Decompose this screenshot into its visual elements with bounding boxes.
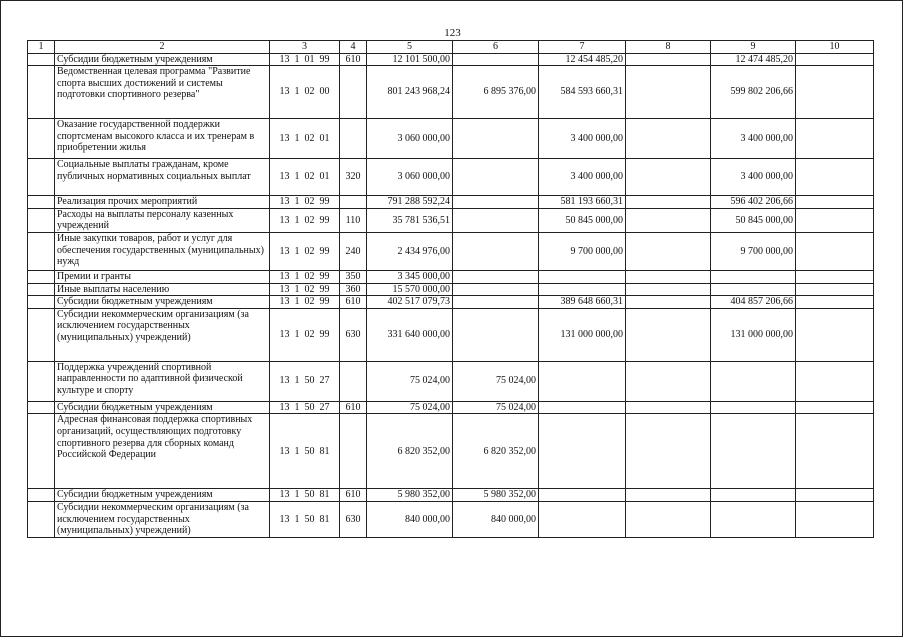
table-row xyxy=(28,66,874,119)
amount-col6-cell xyxy=(453,53,539,66)
column-header: 1 xyxy=(28,41,55,54)
table-row xyxy=(28,308,874,361)
amount-col6-cell xyxy=(453,232,539,270)
column-number-row xyxy=(28,41,874,54)
amount-col8-cell xyxy=(626,159,711,196)
item-name-cell: Субсидии некоммерческим организациям (за исключением государственных (муниципальных) учреждений) xyxy=(55,308,270,361)
row-marker-cell xyxy=(28,196,55,209)
amount-col6-cell xyxy=(453,119,539,159)
amount-col9-cell: 599 802 206,66 xyxy=(711,66,796,119)
classification-code-cell: 13 1 50 81 xyxy=(270,489,340,502)
amount-col7-cell xyxy=(539,489,626,502)
expense-type-cell xyxy=(340,66,367,119)
table-row xyxy=(28,119,874,159)
item-name-cell: Премии и гранты xyxy=(55,270,270,283)
amount-col5-cell: 12 101 500,00 xyxy=(367,53,453,66)
amount-col7-cell: 50 845 000,00 xyxy=(539,208,626,232)
column-header: 5 xyxy=(367,41,453,54)
amount-col10-cell xyxy=(796,414,874,489)
amount-col6-cell: 6 820 352,00 xyxy=(453,414,539,489)
column-header: 8 xyxy=(626,41,711,54)
amount-col8-cell xyxy=(626,308,711,361)
item-name-cell: Оказание государственной поддержки спортсменам высокого класса и их тренерам в приобретении жилья xyxy=(55,119,270,159)
column-header: 3 xyxy=(270,41,340,54)
amount-col9-cell: 3 400 000,00 xyxy=(711,119,796,159)
amount-col9-cell: 50 845 000,00 xyxy=(711,208,796,232)
amount-col6-cell xyxy=(453,296,539,309)
column-header: 7 xyxy=(539,41,626,54)
amount-col6-cell: 75 024,00 xyxy=(453,361,539,401)
amount-col10-cell xyxy=(796,159,874,196)
amount-col7-cell xyxy=(539,414,626,489)
classification-code-cell: 13 1 50 27 xyxy=(270,401,340,414)
amount-col5-cell: 5 980 352,00 xyxy=(367,489,453,502)
amount-col10-cell xyxy=(796,283,874,296)
item-name-cell: Иные выплаты населению xyxy=(55,283,270,296)
amount-col6-cell: 6 895 376,00 xyxy=(453,66,539,119)
classification-code-cell: 13 1 02 01 xyxy=(270,119,340,159)
amount-col8-cell xyxy=(626,414,711,489)
classification-code-cell: 13 1 01 99 xyxy=(270,53,340,66)
classification-code-cell: 13 1 50 81 xyxy=(270,501,340,537)
classification-code-cell: 13 1 02 99 xyxy=(270,283,340,296)
table-row xyxy=(28,53,874,66)
item-name-cell: Ведомственная целевая программа "Развитие спорта высших достижений и системы подготовки спортивного резерва" xyxy=(55,66,270,119)
item-name-cell: Поддержка учреждений спортивной направленности по адаптивной физической культуре и спорту xyxy=(55,361,270,401)
amount-col5-cell: 6 820 352,00 xyxy=(367,414,453,489)
amount-col8-cell xyxy=(626,489,711,502)
amount-col7-cell: 3 400 000,00 xyxy=(539,119,626,159)
amount-col10-cell xyxy=(796,208,874,232)
classification-code-cell: 13 1 02 99 xyxy=(270,208,340,232)
amount-col5-cell: 3 060 000,00 xyxy=(367,159,453,196)
amount-col10-cell xyxy=(796,270,874,283)
amount-col9-cell: 3 400 000,00 xyxy=(711,159,796,196)
classification-code-cell: 13 1 50 81 xyxy=(270,414,340,489)
expense-type-cell: 630 xyxy=(340,308,367,361)
amount-col9-cell xyxy=(711,401,796,414)
amount-col8-cell xyxy=(626,361,711,401)
amount-col6-cell xyxy=(453,196,539,209)
table-row xyxy=(28,270,874,283)
amount-col9-cell: 404 857 206,66 xyxy=(711,296,796,309)
amount-col6-cell xyxy=(453,308,539,361)
row-marker-cell xyxy=(28,159,55,196)
amount-col9-cell: 131 000 000,00 xyxy=(711,308,796,361)
expense-type-cell xyxy=(340,196,367,209)
amount-col9-cell: 9 700 000,00 xyxy=(711,232,796,270)
amount-col8-cell xyxy=(626,232,711,270)
table-row xyxy=(28,232,874,270)
amount-col5-cell: 75 024,00 xyxy=(367,361,453,401)
item-name-cell: Социальные выплаты гражданам, кроме публичных нормативных социальных выплат xyxy=(55,159,270,196)
classification-code-cell: 13 1 02 99 xyxy=(270,196,340,209)
amount-col7-cell xyxy=(539,361,626,401)
amount-col8-cell xyxy=(626,296,711,309)
table-row xyxy=(28,159,874,196)
amount-col5-cell: 402 517 079,73 xyxy=(367,296,453,309)
table-row xyxy=(28,501,874,537)
item-name-cell: Реализация прочих мероприятий xyxy=(55,196,270,209)
amount-col8-cell xyxy=(626,66,711,119)
amount-col8-cell xyxy=(626,53,711,66)
amount-col9-cell xyxy=(711,270,796,283)
classification-code-cell: 13 1 02 00 xyxy=(270,66,340,119)
expense-type-cell: 610 xyxy=(340,489,367,502)
row-marker-cell xyxy=(28,489,55,502)
amount-col7-cell: 581 193 660,31 xyxy=(539,196,626,209)
item-name-cell: Адресная финансовая поддержка спортивных организаций, осуществляющих подготовку спортивного резерва для сборных команд Российской Федерации xyxy=(55,414,270,489)
amount-col9-cell xyxy=(711,361,796,401)
amount-col9-cell: 596 402 206,66 xyxy=(711,196,796,209)
row-marker-cell xyxy=(28,119,55,159)
classification-code-cell: 13 1 02 99 xyxy=(270,270,340,283)
classification-code-cell: 13 1 02 99 xyxy=(270,232,340,270)
row-marker-cell xyxy=(28,270,55,283)
row-marker-cell xyxy=(28,501,55,537)
expense-type-cell: 240 xyxy=(340,232,367,270)
classification-code-cell: 13 1 50 27 xyxy=(270,361,340,401)
expense-type-cell: 610 xyxy=(340,53,367,66)
amount-col6-cell xyxy=(453,208,539,232)
item-name-cell: Иные закупки товаров, работ и услуг для обеспечения государственных (муниципальных) нужд xyxy=(55,232,270,270)
amount-col6-cell xyxy=(453,270,539,283)
amount-col10-cell xyxy=(796,501,874,537)
row-marker-cell xyxy=(28,296,55,309)
amount-col7-cell: 3 400 000,00 xyxy=(539,159,626,196)
amount-col7-cell: 9 700 000,00 xyxy=(539,232,626,270)
amount-col8-cell xyxy=(626,208,711,232)
amount-col10-cell xyxy=(796,361,874,401)
column-header: 2 xyxy=(55,41,270,54)
amount-col8-cell xyxy=(626,501,711,537)
expense-type-cell xyxy=(340,414,367,489)
amount-col6-cell xyxy=(453,283,539,296)
column-header: 10 xyxy=(796,41,874,54)
expense-type-cell: 110 xyxy=(340,208,367,232)
row-marker-cell xyxy=(28,414,55,489)
expense-type-cell xyxy=(340,361,367,401)
amount-col8-cell xyxy=(626,119,711,159)
amount-col5-cell: 3 345 000,00 xyxy=(367,270,453,283)
amount-col9-cell xyxy=(711,414,796,489)
expense-type-cell: 610 xyxy=(340,401,367,414)
amount-col5-cell: 3 060 000,00 xyxy=(367,119,453,159)
column-header: 6 xyxy=(453,41,539,54)
row-marker-cell xyxy=(28,66,55,119)
amount-col6-cell xyxy=(453,159,539,196)
amount-col5-cell: 840 000,00 xyxy=(367,501,453,537)
expense-type-cell: 350 xyxy=(340,270,367,283)
expense-type-cell: 610 xyxy=(340,296,367,309)
amount-col8-cell xyxy=(626,196,711,209)
item-name-cell: Субсидии бюджетным учреждениям xyxy=(55,296,270,309)
expense-type-cell: 360 xyxy=(340,283,367,296)
row-marker-cell xyxy=(28,401,55,414)
amount-col7-cell: 12 454 485,20 xyxy=(539,53,626,66)
amount-col9-cell xyxy=(711,489,796,502)
amount-col7-cell xyxy=(539,501,626,537)
amount-col9-cell xyxy=(711,501,796,537)
table-row xyxy=(28,489,874,502)
table-row xyxy=(28,208,874,232)
amount-col8-cell xyxy=(626,283,711,296)
amount-col5-cell: 801 243 968,24 xyxy=(367,66,453,119)
column-header: 4 xyxy=(340,41,367,54)
amount-col5-cell: 2 434 976,00 xyxy=(367,232,453,270)
item-name-cell: Субсидии бюджетным учреждениям xyxy=(55,489,270,502)
classification-code-cell: 13 1 02 99 xyxy=(270,308,340,361)
amount-col8-cell xyxy=(626,270,711,283)
row-marker-cell xyxy=(28,232,55,270)
amount-col10-cell xyxy=(796,66,874,119)
amount-col10-cell xyxy=(796,401,874,414)
classification-code-cell: 13 1 02 99 xyxy=(270,296,340,309)
amount-col10-cell xyxy=(796,53,874,66)
amount-col5-cell: 35 781 536,51 xyxy=(367,208,453,232)
row-marker-cell xyxy=(28,361,55,401)
amount-col10-cell xyxy=(796,489,874,502)
classification-code-cell: 13 1 02 01 xyxy=(270,159,340,196)
amount-col9-cell xyxy=(711,283,796,296)
amount-col6-cell: 840 000,00 xyxy=(453,501,539,537)
row-marker-cell xyxy=(28,283,55,296)
table-row xyxy=(28,296,874,309)
amount-col5-cell: 791 288 592,24 xyxy=(367,196,453,209)
amount-col9-cell: 12 474 485,20 xyxy=(711,53,796,66)
expense-type-cell xyxy=(340,119,367,159)
item-name-cell: Субсидии бюджетным учреждениям xyxy=(55,53,270,66)
amount-col10-cell xyxy=(796,196,874,209)
item-name-cell: Расходы на выплаты персоналу казенных учреждений xyxy=(55,208,270,232)
amount-col7-cell: 389 648 660,31 xyxy=(539,296,626,309)
item-name-cell: Субсидии некоммерческим организациям (за исключением государственных (муниципальных) учреждений) xyxy=(55,501,270,537)
column-header: 9 xyxy=(711,41,796,54)
amount-col6-cell: 5 980 352,00 xyxy=(453,489,539,502)
amount-col5-cell: 331 640 000,00 xyxy=(367,308,453,361)
row-marker-cell xyxy=(28,308,55,361)
expense-type-cell: 630 xyxy=(340,501,367,537)
amount-col5-cell: 15 570 000,00 xyxy=(367,283,453,296)
amount-col7-cell xyxy=(539,270,626,283)
table-row xyxy=(28,196,874,209)
table-row xyxy=(28,414,874,489)
amount-col10-cell xyxy=(796,232,874,270)
page-number: 123 xyxy=(444,27,461,39)
amount-col5-cell: 75 024,00 xyxy=(367,401,453,414)
table-row xyxy=(28,283,874,296)
expense-type-cell: 320 xyxy=(340,159,367,196)
table-row xyxy=(28,401,874,414)
amount-col7-cell xyxy=(539,283,626,296)
amount-col6-cell: 75 024,00 xyxy=(453,401,539,414)
budget-table xyxy=(27,40,874,538)
amount-col7-cell xyxy=(539,401,626,414)
amount-col10-cell xyxy=(796,296,874,309)
table-row xyxy=(28,361,874,401)
amount-col10-cell xyxy=(796,308,874,361)
amount-col8-cell xyxy=(626,401,711,414)
row-marker-cell xyxy=(28,208,55,232)
row-marker-cell xyxy=(28,53,55,66)
amount-col10-cell xyxy=(796,119,874,159)
item-name-cell: Субсидии бюджетным учреждениям xyxy=(55,401,270,414)
amount-col7-cell: 584 593 660,31 xyxy=(539,66,626,119)
amount-col7-cell: 131 000 000,00 xyxy=(539,308,626,361)
